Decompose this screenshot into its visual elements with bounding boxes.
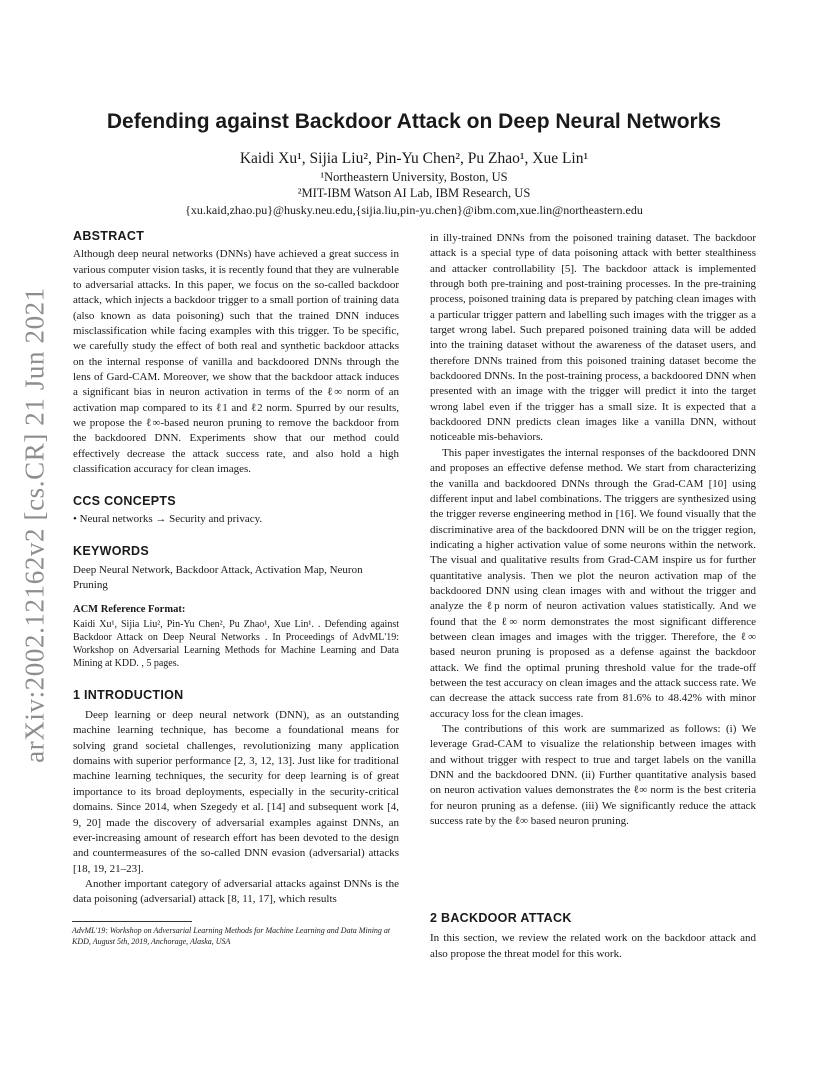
- acm-reference-text: Kaidi Xu¹, Sijia Liu², Pin-Yu Chen², Pu Zhao¹, Xue Lin¹. . Defending against Backdoor Attack on Deep Neural Networks . In Proceedings of AdvML'19: Workshop on Adversarial Learning Methods for Machine Learning and Data Mining at KDD. , 5 pages.: [73, 618, 399, 670]
- ccs-text: • Neural networks → Security and privacy.: [73, 512, 263, 525]
- backdoor-attack-heading: 2 BACKDOOR ATTACK: [430, 911, 572, 925]
- affiliation-2: ²MIT-IBM Watson AI Lab, IBM Research, US: [297, 186, 531, 200]
- section-2: [430, 911, 756, 962]
- footnote: AdvML'19: Workshop on Adversarial Learning Methods for Machine Learning and Data Mining at KDD, August 5th, 2019, Anchorage, Alaska, USA: [72, 926, 391, 946]
- author-list: Kaidi Xu¹, Sijia Liu², Pin-Yu Chen², Pu Zhao¹, Xue Lin¹: [239, 150, 589, 167]
- keywords-text: Deep Neural Network, Backdoor Attack, Activation Map, Neuron Pruning: [73, 563, 363, 591]
- right-column: [430, 231, 756, 829]
- acm-reference-heading: ACM Reference Format:: [73, 604, 186, 616]
- right-paragraph-3: The contributions of this work are summarized as follows: (i) We leverage Grad-CAM to visualize the relationship between images with and without trigger with respect to true and target labels on the vanilla DNN and the backdoored DNN. (ii) Further quantitative analysis based on neuron activation values demonstrates the ℓ∞ norm is the best criteria for neuron pruning as a defense. (iii) We significantly reduce the attack success rate by the ℓ∞ based neuron pruning.: [430, 723, 756, 828]
- right-paragraph-2: This paper investigates the internal responses of the backdoored DNN and proposes an effective defense method. We start from characterizing the vanilla and backdoored DNNs through the Grad-CAM [10] using different input and label combinations. The triggers are synthesized using the trigger reverse engineering method in [16]. We found visually that the discriminative area of the backdoored DNN will be on the trigger region, indicating a higher activation value of some neurons within the network. The visual and qualitative results from Grad-CAM inspire us for further quantitative analysis. Then we plot the neuron activation map of the backdoored DNN using clean images with and without the trigger and analyze the ℓp norm of neuron activation values statistically. And we found that the ℓ∞ norm demonstrates the most significant difference between clean images and images with the trigger. Therefore, the ℓ∞ based neuron pruning is proposed as a defense against the backdoor attack. We find the optimal pruning threshold value for the trade-off between the test accuracy on clean images and the attack success rate. We can decrease the attack success rate from 81.6% to 48.42% with minor accuracy loss for the clean images.: [430, 446, 756, 720]
- introduction-heading: 1 INTRODUCTION: [73, 687, 184, 702]
- intro-paragraph-2: Another important category of adversarial attacks against DNNs is the data poisoning (adversarial) attack [8, 11, 17], which results: [73, 877, 399, 906]
- backdoor-attack-text: In this section, we review the related work on the backdoor attack and also propose the threat model for this work.: [430, 932, 756, 960]
- abstract-heading: ABSTRACT: [73, 229, 145, 243]
- ccs-heading: CCS CONCEPTS: [73, 493, 176, 508]
- right-paragraph-1: in illy-trained DNNs from the poisoned training dataset. The backdoor attack is a special type of data poisoning attack with better stealthiness and attacker controllability [5]. The backdoor attack is implemented through both pre-training and post-training processes. In the pre-training process, poisoned training data is prepared by patching clean images with a particular trigger pattern and labelling such images with the trigger as a target wrong label. Such prepared poisoned training data will be added into the training dataset without the awareness of the dataset users, and therefore DNNs trained from this poisoned training dataset become the backdoored DNNs. In the post-training process, a backdoored DNN when presented with an image with the trigger will predict it into the target wrong label even if the trigger has a small size. It is expected that a backdoored DNN predicts clean images like a vanilla DNN, without noticeable mis-behaviors.: [430, 232, 756, 444]
- affiliation-1: ¹Northeastern University, Boston, US: [320, 170, 508, 184]
- footnote-rule: [72, 921, 192, 922]
- arxiv-identifier-sidebar: [19, 287, 50, 763]
- keywords-heading: KEYWORDS: [73, 544, 150, 559]
- paper-title: Defending against Backdoor Attack on Deep Neural Networks: [106, 110, 722, 133]
- author-emails: {xu.kaid,zhao.pu}@husky.neu.edu,{sijia.liu,pin-yu.chen}@ibm.com,xue.lin@northeastern.edu: [185, 203, 643, 217]
- left-column: [73, 229, 399, 908]
- arxiv-id: arXiv:2002.12162v2 [cs.CR] 21 Jun 2021: [19, 287, 50, 763]
- abstract-text: Although deep neural networks (DNNs) have achieved a great success in various computer vision tasks, it is recently found that they are vulnerable to adversarial attacks. In this paper, we focus on the so-called backdoor attack, which injects a backdoor trigger to a small portion of training data (also known as data poisoning) such that the trained DNN induces misclassification while facing examples with this trigger. To be specific, we carefully study the effect of both real and synthetic backdoor attacks on the internal response of vanilla and backdoored DNNs through the lens of Gard-CAM. Moreover, we show that the backdoor attack induces a significant bias in neuron activation in terms of the ℓ∞ norm of an activation map compared to its ℓ1 and ℓ2 norm. Spurred by our results, we propose the ℓ∞-based neuron pruning to remove the backdoor from the backdoored DNN. Experiments show that our method could effectively decrease the attack success rate, and also hold a high classification accuracy for clean images.: [73, 248, 399, 476]
- intro-paragraph-1: Deep learning or deep neural network (DNN), as an outstanding machine learning technique, has become a foundational means for solving grand societal challenges, revolutionizing many application domains with superior performance [2, 3, 12, 13]. Just like for traditional machine learning techniques, the security for deep learning is of great importance to its broad deployments, especially in the security-critical domains. Since 2014, when Szegedy et al. [14] and subsequent work [4, 9, 20] made the discovery of adversarial examples against DNNs, an ever-increasing amount of research effort has been devoted to the design and countermeasures of the so-called DNN evasion (adversarial) attacks [18, 19, 21–23].: [73, 709, 399, 875]
